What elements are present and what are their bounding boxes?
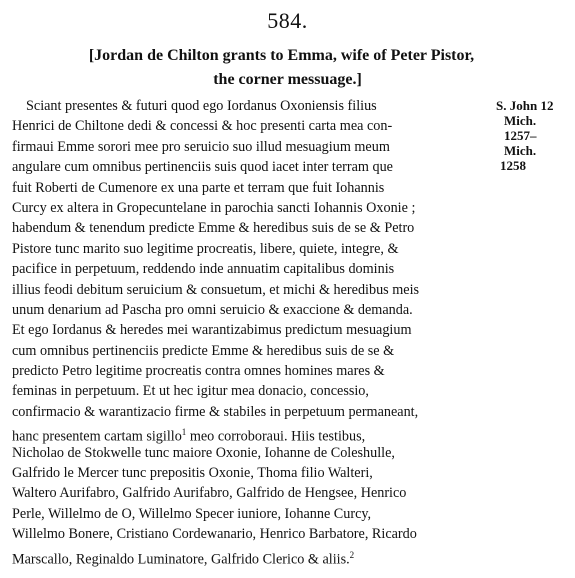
heading-line-2: the corner messuage.] <box>213 71 362 88</box>
text-line: cum omnibus pertinenciis predicte Emme & heredibus suis de se & <box>12 342 395 359</box>
text-line: Waltero Aurifabro, Galfrido Aurifabro, Galfrido de Hengsee, Henrico <box>12 485 407 502</box>
text-line: Willelmo Bonere, Cristiano Cordewanario, Henrico Barbatore, Ricardo <box>12 526 417 543</box>
charter-text <box>12 96 492 568</box>
text-line: Sciant presentes & futuri quod ego Iordanus Oxoniensis filius <box>26 98 377 114</box>
text-line-part: Marscallo, Reginaldo Luminatore, Galfrido Clerico & aliis. <box>12 551 350 568</box>
margin-date-note <box>496 96 574 173</box>
footnote-marker: 2 <box>349 549 355 560</box>
text-line: Perle, Willelmo de O, Willelmo Specer iuniore, Iohanne Curcy, <box>12 505 372 522</box>
footnote-marker: 1 <box>181 427 187 438</box>
text-line: firmaui Emme sorori mee pro seruicio suo illud mesuagium meum <box>12 138 390 155</box>
text-line: Henrici de Chiltone dedi & concessi & hoc presenti carta mea con- <box>12 118 393 135</box>
margin-line: 1257– <box>504 128 537 143</box>
margin-line: Mich. <box>504 143 537 158</box>
text-line: Nicholao de Stokwelle tunc maiore Oxonie, Iohanne de Coleshulle, <box>12 444 395 461</box>
text-line-part: hanc presentem cartam sigillo <box>12 428 182 445</box>
text-line: habendum & tenendum predicte Emme & heredibus suis de se & Petro <box>12 220 415 237</box>
text-line <box>12 545 492 568</box>
text-line: illius feodi debitum seruicium & consuetum, et michi & heredibus meis <box>12 281 420 298</box>
text-line: unum denarium ad Pascha pro omni seruicio & exaccione & demanda. <box>12 301 413 318</box>
text-line: predicto Petro legitime procreatis contra omnes homines mares & <box>12 363 385 380</box>
text-line: pacifice in perpetuum, reddendo inde annuatim capitalibus dominis <box>12 261 395 278</box>
margin-line: S. John 12 <box>496 98 554 113</box>
text-line: confirmacio & warantizacio firme & stabiles in perpetuum permaneant, <box>12 403 419 420</box>
text-line: Curcy ex altera in Gropecuntelane in parochia sancti Iohannis Oxonie ; <box>12 199 416 216</box>
text-line: fuit Roberti de Cumenore ex una parte et terram que fuit Iohannis <box>12 179 385 196</box>
text-line: Pistore tunc marito suo legitime procreatis, libere, quiete, integre, & <box>12 240 399 257</box>
document-heading <box>0 44 575 92</box>
text-line: Galfrido le Mercer tunc prepositis Oxonie, Thoma filio Walteri, <box>12 465 373 482</box>
margin-line: Mich. <box>504 113 537 128</box>
text-line-part: meo corroboraui. Hiis testibus, <box>186 428 366 445</box>
text-line: Et ego Iordanus & heredes mei warantizabimus predictum mesuagium <box>12 322 412 339</box>
heading-line-1: [Jordan de Chilton grants to Emma, wife of Peter Pistor, <box>88 47 475 64</box>
text-line <box>12 422 492 445</box>
document-number: 584. <box>267 8 308 33</box>
text-line: angulare cum omnibus pertinenciis suis quod iacet inter terram que <box>12 159 393 176</box>
text-line: feminas in perpetuum. Et ut hec igitur mea donacio, concessio, <box>12 383 369 400</box>
margin-line: 1258 <box>500 158 526 173</box>
